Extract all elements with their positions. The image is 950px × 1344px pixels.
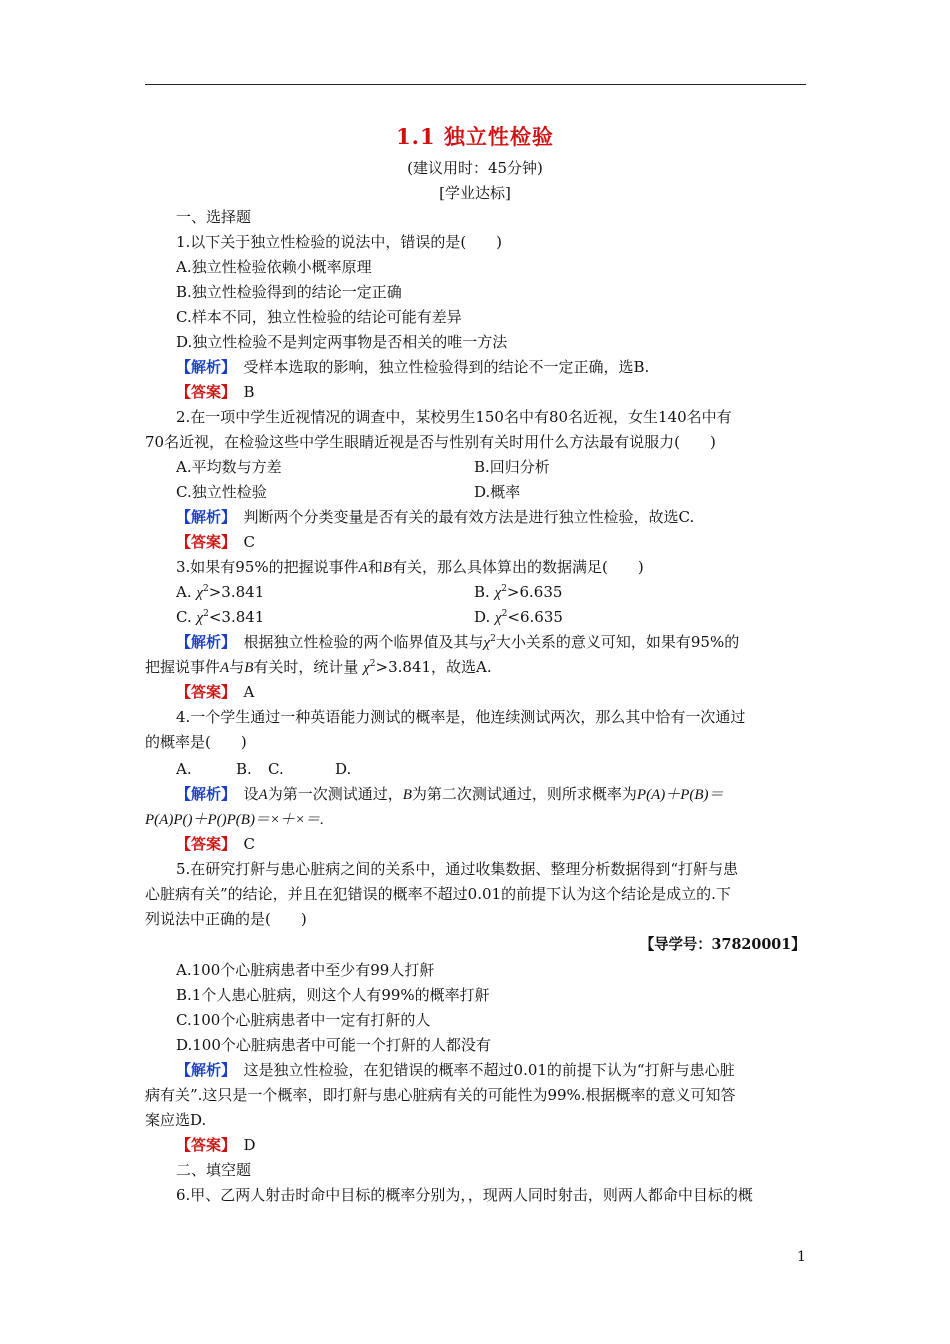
answer-line <box>176 682 254 702</box>
option: A.100个心脏病患者中至少有99人打鼾 <box>176 961 435 979</box>
answer-line <box>176 1135 256 1155</box>
variable-a: A <box>220 660 230 676</box>
question-stem <box>176 557 644 578</box>
analysis-line <box>145 657 492 678</box>
answer-value: C <box>243 835 256 853</box>
analysis-line <box>176 357 649 377</box>
answer-value: A <box>243 683 255 701</box>
answer-tag: 【答案】 <box>176 383 229 401</box>
stem-text: 有关，那么具体算出的数据满足( ) <box>392 558 644 576</box>
variable-a: A <box>358 560 368 576</box>
time-note: (建议用时：45分钟) <box>407 159 543 177</box>
variable-a: A <box>258 787 268 803</box>
analysis-line <box>145 809 324 830</box>
option <box>176 582 264 603</box>
option: D.独立性检验不是判定两事物是否相关的唯一方法 <box>176 333 508 351</box>
answer-tag: 【答案】 <box>176 835 229 853</box>
option-value: >6.635 <box>506 583 563 601</box>
option: D. <box>335 760 352 778</box>
analysis-line <box>176 1060 735 1080</box>
analysis-text: 与 <box>229 658 245 676</box>
answer-tag: 【答案】 <box>176 533 229 551</box>
answer-line <box>176 382 255 402</box>
analysis-text: 把握说事件 <box>145 658 221 676</box>
analysis-line: 案应选D. <box>145 1111 207 1129</box>
answer-value: D <box>243 1136 256 1154</box>
analysis-line <box>176 507 694 527</box>
analysis-tag: 【解析】 <box>176 633 229 651</box>
chi-symbol: χ <box>483 635 491 651</box>
analysis-line <box>176 784 724 805</box>
variable-b: B <box>244 660 254 676</box>
chi-symbol: χ <box>494 585 502 601</box>
analysis-text: 设 <box>243 785 259 803</box>
analysis-line: 病有关”.这只是一个概率，即打鼾与患心脏病有关的可能性为99%.根据概率的意义可知答 <box>145 1086 736 1104</box>
analysis-text: 受样本选取的影响，独立性检验得到的结论不一定正确，选B. <box>243 358 650 376</box>
analysis-text: 大小关系的意义可知，如果有95%的 <box>495 633 740 651</box>
question-stem: 6.甲、乙两人射击时命中目标的概率分别为，，现两人同时射击，则两人都命中目标的概 <box>176 1186 753 1204</box>
option-letter: B. <box>474 583 490 601</box>
option-value: >3.841 <box>208 583 265 601</box>
answer-value: C <box>243 533 256 551</box>
guide-number: 【导学号：37820001】 <box>640 935 806 953</box>
formula: P(A)＋P(B)＝ <box>636 787 724 803</box>
answer-tag: 【答案】 <box>176 683 229 701</box>
variable-b: B <box>402 787 412 803</box>
option-letter: A. <box>176 583 192 601</box>
question-stem: 4.一个学生通过一种英语能力测试的概率是，他连续测试两次，那么其中恰有一次通过 <box>176 708 746 726</box>
option: B.1个人患心脏病，则这个人有99%的概率打鼾 <box>176 986 490 1004</box>
analysis-text: 根据独立性检验的两个临界值及其与 <box>243 633 484 651</box>
analysis-text: 为第一次测试通过， <box>267 785 403 803</box>
option: A.独立性检验依赖小概率原理 <box>176 258 372 276</box>
option: C. <box>268 760 284 778</box>
superscript: 2 <box>490 634 496 644</box>
option: C.独立性检验 <box>176 483 267 501</box>
option <box>176 607 264 628</box>
answer-tag: 【答案】 <box>176 1136 229 1154</box>
option: C.100个心脏病患者中一定有打鼾的人 <box>176 1011 431 1029</box>
question-stem: 列说法中正确的是( ) <box>145 910 307 928</box>
question-stem: 70名近视，在检验这些中学生眼睛近视是否与性别有关时用什么方法最有说服力( ) <box>145 433 716 451</box>
chi-symbol: χ <box>196 610 204 626</box>
superscript: 2 <box>501 584 507 594</box>
option: A. <box>176 760 192 778</box>
option: D.概率 <box>474 483 521 501</box>
superscript: 2 <box>501 609 508 619</box>
part-heading: 一、选择题 <box>176 208 252 226</box>
variable-b: B <box>382 560 393 576</box>
question-stem: 1.以下关于独立性检验的说法中，错误的是( ) <box>176 233 503 251</box>
analysis-text: 为第二次测试通过，则所求概率为 <box>411 785 637 803</box>
page-number: 1 <box>797 1249 806 1265</box>
option: B.回归分析 <box>474 458 550 476</box>
option <box>474 582 562 603</box>
superscript: 2 <box>203 609 209 619</box>
analysis-line <box>176 632 739 653</box>
analysis-text: >3.841，故选A. <box>375 658 492 676</box>
option: A.平均数与方差 <box>176 458 282 476</box>
answer-value: B <box>243 383 255 401</box>
option: C.样本不同，独立性检验的结论可能有差异 <box>176 308 462 326</box>
superscript: 2 <box>203 584 209 594</box>
analysis-text: 有关时，统计量 <box>253 658 359 676</box>
question-stem: 的概率是( ) <box>145 733 247 751</box>
option-value: <6.635 <box>507 608 563 626</box>
analysis-tag: 【解析】 <box>176 508 229 526</box>
stem-text: 3.如果有95%的把握说事件 <box>176 558 359 576</box>
chi-symbol: χ <box>495 610 502 626</box>
option-letter: C. <box>176 608 192 626</box>
chi-symbol: χ <box>196 585 203 601</box>
analysis-tag: 【解析】 <box>176 785 229 803</box>
option <box>474 607 563 628</box>
header-rule <box>145 84 806 85</box>
superscript: 2 <box>369 659 376 669</box>
option: D.100个心脏病患者中可能一个打鼾的人都没有 <box>176 1036 491 1054</box>
answer-line <box>176 834 255 854</box>
option: B. <box>236 760 252 778</box>
analysis-tag: 【解析】 <box>176 1061 229 1079</box>
formula: P(A)P()＋P()P(B)＝×＋×＝. <box>145 812 324 828</box>
analysis-tag: 【解析】 <box>176 358 229 376</box>
option: B.独立性检验得到的结论一定正确 <box>176 283 402 301</box>
stem-text: 和 <box>367 558 383 576</box>
chi-symbol: χ <box>363 660 370 676</box>
section-label: [学业达标] <box>439 184 511 202</box>
option-letter: D. <box>474 608 491 626</box>
option-value: <3.841 <box>208 608 265 626</box>
page-title: 1.1 独立性检验 <box>396 124 554 149</box>
analysis-text: 这是独立性检验，在犯错误的概率不超过0.01的前提下认为“打鼾与患心脏 <box>243 1061 735 1079</box>
answer-line <box>176 532 255 552</box>
question-stem: 心脏病有关”的结论，并且在犯错误的概率不超过0.01的前提下认为这个结论是成立的.下 <box>145 885 731 903</box>
question-stem: 2.在一项中学生近视情况的调查中，某校男生150名中有80名近视，女生140名中有 <box>176 408 732 426</box>
analysis-text: 判断两个分类变量是否有关的最有效方法是进行独立性检验，故选C. <box>243 508 695 526</box>
question-stem: 5.在研究打鼾与患心脏病之间的关系中，通过收集数据、整理分析数据得到“打鼾与患 <box>176 860 738 878</box>
part-heading: 二、填空题 <box>176 1161 252 1179</box>
